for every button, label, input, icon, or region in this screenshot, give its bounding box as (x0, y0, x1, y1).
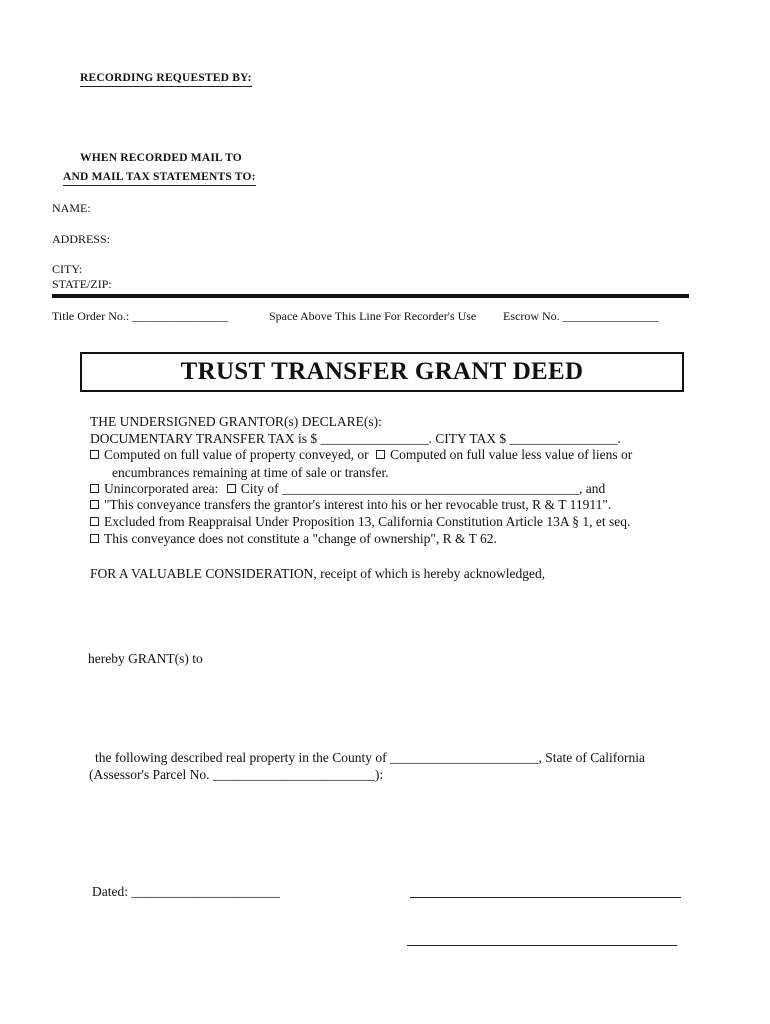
checkbox-city[interactable] (227, 484, 236, 493)
checkbox-revocable-trust[interactable] (90, 500, 99, 509)
option-unincorporated-label: Unincorporated area: (104, 481, 219, 496)
recorder-divider-rule (52, 294, 689, 298)
option-less-liens-label: Computed on full value less value of liens or (390, 447, 633, 462)
assessor-parcel-line: (Assessor's Parcel No. ________________________): (89, 767, 384, 782)
property-description-line: the following described real property in the County of ______________________, State of California (95, 750, 646, 765)
grantor-declares-line: THE UNDERSIGNED GRANTOR(s) DECLARE(s): (90, 414, 382, 429)
checkbox-less-liens[interactable] (376, 450, 385, 459)
checkbox-full-value[interactable] (90, 450, 99, 459)
mail-tax-statements-label: AND MAIL TAX STATEMENTS TO: (63, 171, 256, 186)
option-no-change-ownership-label: This conveyance does not constitute a "change of ownership", R & T 62. (104, 531, 497, 546)
when-recorded-mail-to-label: WHEN RECORDED MAIL TO (80, 152, 242, 164)
consideration-statement: FOR A VALUABLE CONSIDERATION, receipt of which is hereby acknowledged, (90, 566, 546, 581)
option-encumbrances-continuation: encumbrances remaining at time of sale or transfer. (112, 465, 389, 480)
dated-line: Dated: ______________________ (92, 884, 280, 899)
option-unincorporated-row (90, 481, 605, 497)
option-revocable-trust-row (90, 497, 611, 513)
signature-line-1[interactable] (410, 897, 681, 898)
address-field-label: ADDRESS: (52, 232, 111, 246)
statezip-field-label: STATE/ZIP: (52, 277, 112, 291)
recording-requested-by-label: RECORDING REQUESTED BY: (80, 72, 252, 87)
checkbox-unincorporated[interactable] (90, 484, 99, 493)
deed-title: TRUST TRANSFER GRANT DEED (180, 358, 584, 385)
transfer-tax-line: DOCUMENTARY TRANSFER TAX is $ ________________. CITY TAX $ ________________. (90, 431, 621, 446)
option-city-label: City of ____________________________________________, and (240, 481, 606, 496)
checkbox-prop13[interactable] (90, 517, 99, 526)
name-field-label: NAME: (52, 201, 91, 215)
option-prop13-row (90, 514, 630, 530)
checkbox-no-change-ownership[interactable] (90, 534, 99, 543)
escrow-number: Escrow No. ________________ (503, 309, 659, 323)
grant-statement: hereby GRANT(s) to (88, 651, 203, 666)
title-order-number: Title Order No.: ________________ (52, 309, 229, 323)
option-no-change-ownership-row (90, 531, 497, 547)
deed-title-box (80, 352, 684, 392)
option-full-value-label: Computed on full value of property conveyed, or (104, 447, 369, 462)
option-prop13-label: Excluded from Reappraisal Under Proposition 13, California Constitution Article 13A § 1, et seq. (104, 514, 631, 529)
signature-line-2[interactable] (407, 945, 677, 946)
option-full-value-row (90, 447, 632, 463)
option-revocable-trust-label: "This conveyance transfers the grantor's interest into his or her revocable trust, R & T 11911". (104, 497, 612, 512)
recorder-space-note: Space Above This Line For Recorder's Use (269, 309, 477, 323)
city-field-label: CITY: (52, 262, 83, 276)
